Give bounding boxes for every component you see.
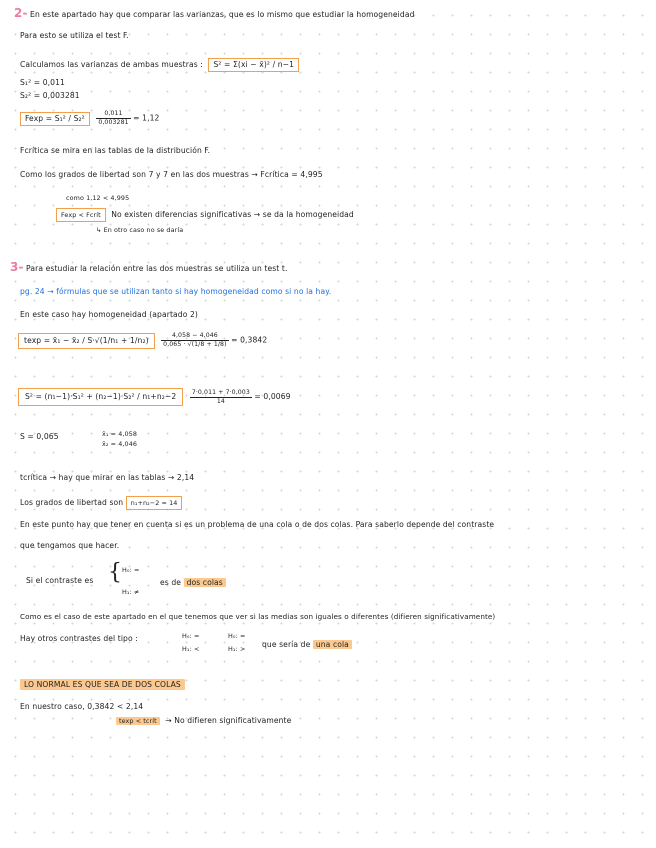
two-tails-prefix: es de <box>160 578 182 587</box>
fexp-fraction <box>96 110 130 127</box>
other-contrasts: Hay otros contrastes del tipo : <box>20 634 138 643</box>
df-box: n₁+n₂−2 = 14 <box>126 496 183 510</box>
texp-fraction <box>161 332 228 349</box>
final-line <box>116 716 291 726</box>
c2-h1: H₁: > <box>228 645 246 653</box>
fexp-line <box>20 110 159 127</box>
h1-main: H₁: ≠ <box>122 588 140 596</box>
fexp-numerator: 0,011 <box>96 110 130 119</box>
c1-h1: H₁: < <box>182 645 200 653</box>
pooled-denominator: 14 <box>216 397 225 405</box>
one-tail-highlight: una cola <box>313 640 352 649</box>
mean-2: x̄₂ = 4,046 <box>102 440 138 448</box>
section-2-title: En este apartado hay que comparar las varianzas, que es lo mismo que estudiar la homogeneidad <box>30 10 415 19</box>
normal-highlight: LO NORMAL ES QUE SEA DE DOS COLAS <box>20 679 185 690</box>
variance-formula-box: S² = Σ(xi − x̄)² / n−1 <box>208 58 299 72</box>
section-2-heading <box>14 8 415 20</box>
texp-formula-box: texp = x̄₁ − x̄₂ / S·√(1/n₁ + 1/n₂) <box>18 333 155 349</box>
section-2-number: 2- <box>14 6 28 20</box>
h0-main: H₀: = <box>122 566 140 574</box>
texp-line <box>18 332 267 349</box>
fexp-box: Fexp = S₁² / S₂² <box>20 112 90 126</box>
df-line-2 <box>20 496 182 510</box>
one-tail-prefix: que sería de <box>262 640 311 649</box>
fcrit-line: Fcrítica se mira en las tablas de la distribución F. <box>20 146 211 155</box>
pooled-result: = 0,0069 <box>254 392 291 401</box>
fexp-fcrit-box: Fexp < Fcrít <box>56 208 106 222</box>
section-3-heading <box>10 262 287 274</box>
variance-line <box>20 58 299 72</box>
c2-h0: H₀: = <box>228 632 246 640</box>
other-case: ↳ En otro caso no se daría <box>96 226 184 234</box>
texp-denominator: 0,065 · √(1/8 + 1/8) <box>163 341 227 348</box>
pooled-numerator: 7·0,011 + 7·0,003 <box>191 388 250 396</box>
tcrit-line: tcrítica → hay que mirar en las tablas → 2,14 <box>20 473 195 482</box>
two-tails-line <box>160 578 226 588</box>
compare-line: como 1,12 < 4,995 <box>66 194 130 202</box>
f-test-line: Para esto se utiliza el test F. <box>20 31 129 40</box>
contrast-prefix: Si el contraste es <box>26 576 94 585</box>
section-3-title: Para estudiar la relación entre las dos muestras se utiliza un test t. <box>26 264 288 273</box>
homogeneity-case: En este caso hay homogeneidad (apartado 2) <box>20 310 198 319</box>
tails-line-2: que tengamos que hacer. <box>20 541 120 550</box>
variance-text: Calculamos las varianzas de ambas muestras : <box>20 60 203 69</box>
df-line: Como los grados de libertad son 7 y 7 en las dos muestras → Fcrítica = 4,995 <box>20 170 323 179</box>
s1-value: S₁² = 0,011 <box>20 78 65 87</box>
tails-line-1: En este punto hay que tener en cuenta si es un problema de una cola o de dos colas. Para saberlo depende del contraste <box>20 520 495 529</box>
conclusion-line <box>56 208 354 222</box>
explain-line: Como es el caso de este apartado en el que tenemos que ver si las medias son iguales o diferentes (difieren significativamente) <box>20 612 496 621</box>
formula-reference: pg. 24 → fórmulas que se utilizan tanto si hay homogeneidad como si no la hay. <box>20 287 332 296</box>
pooled-variance-line <box>18 388 291 406</box>
two-tails-highlight: dos colas <box>184 578 226 587</box>
final-conclusion: → No difieren significativamente <box>165 716 292 725</box>
df-prefix: Los grados de libertad son <box>20 498 124 507</box>
fexp-result: = 1,12 <box>133 113 160 123</box>
texp-result: = 0,3842 <box>231 335 268 345</box>
brace-1: { <box>108 560 122 585</box>
normal-line <box>20 680 185 690</box>
one-tail-line <box>262 640 352 650</box>
s2-value: S₂² = 0,003281 <box>20 91 80 100</box>
conclusion-text: No existen diferencias significativas → se da la homogeneidad <box>111 210 354 219</box>
pooled-fraction <box>190 389 252 406</box>
s-value: S = 0,065 <box>20 432 59 441</box>
section-3-number: 3- <box>10 260 24 274</box>
our-case-line: En nuestro caso, 0,3842 < 2,14 <box>20 702 144 711</box>
fexp-denominator: 0,003281 <box>98 119 129 126</box>
mean-1: x̄₁ = 4,058 <box>102 430 138 438</box>
texp-tcrit-highlight: texp < tcrít <box>116 717 160 725</box>
pooled-variance-box: S² = (n₁−1)·S₁² + (n₂−1)·S₂² / n₁+n₂−2 <box>18 388 183 406</box>
c1-h0: H₀: = <box>182 632 200 640</box>
texp-numerator: 4,058 − 4,046 <box>161 332 228 341</box>
